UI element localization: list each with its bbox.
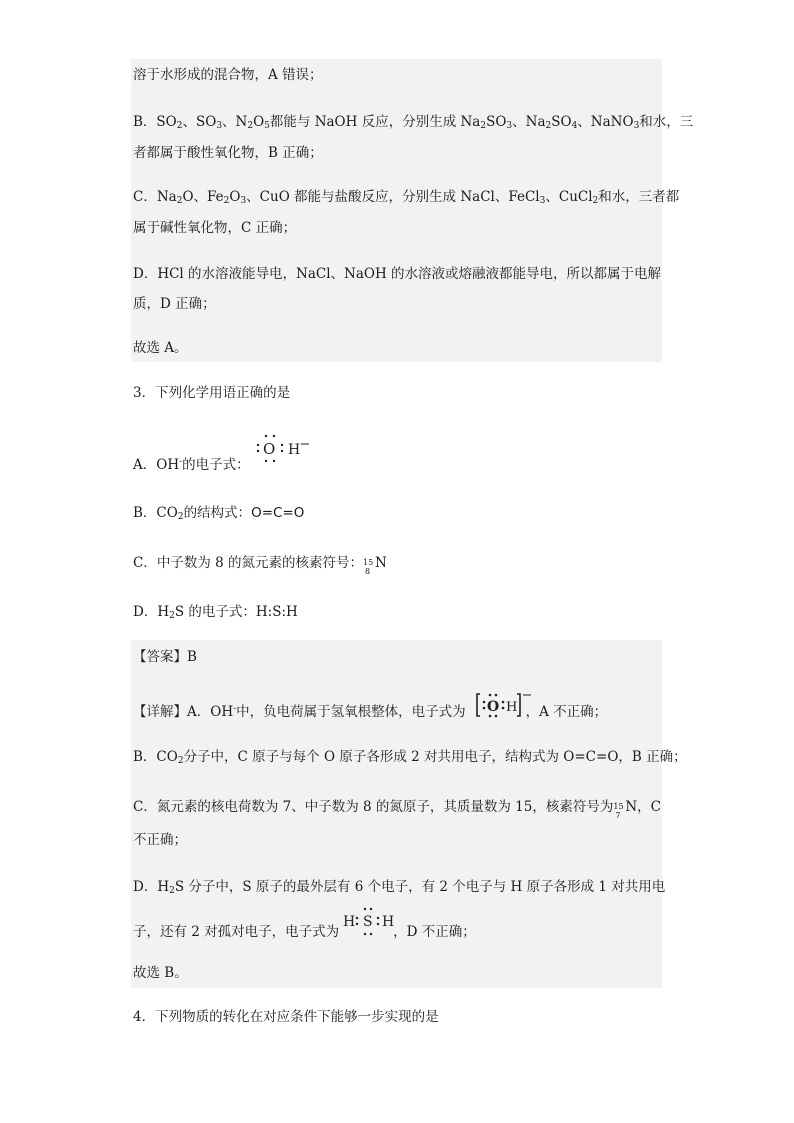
hydroxide-ion-electron-formula-figure — [475, 690, 533, 720]
question-title: 4．下列物质的转化在对应条件下能够一步实现的是 — [133, 1009, 439, 1025]
nuclide-symbol: 15 8 — [363, 557, 374, 576]
svg-text:H: H — [343, 914, 356, 930]
solution-block-top — [131, 59, 662, 362]
oh-electron-formula-figure — [252, 432, 314, 464]
text-line: 溶于水形成的混合物，A 错误； — [133, 67, 323, 83]
conclusion: 故选 B。 — [133, 965, 188, 981]
option-a: A．OH-的电子式： — [133, 457, 250, 473]
option-b-explanation: B．$SO_2$、$SO_3$、$N_2O_5$都能与 NaOH 反应，分别生成 $Na_2SO_3$、$Na_2SO_4$、NaNO$_3$和水，三 — [133, 114, 694, 131]
detail-d-cont: 子，还有 2 对孤对电子，电子式为 ，D 不正确； — [133, 924, 476, 940]
option-d: D．$H_2S$ 的电子式：H:S:H — [133, 604, 298, 621]
svg-text:O: O — [263, 440, 276, 458]
svg-text:O: O — [487, 699, 500, 715]
text-line: 质，D 正确； — [133, 296, 216, 312]
svg-text:H: H — [506, 700, 518, 715]
text-line: 者都属于酸性氧化物，B 正确； — [133, 145, 323, 161]
question-title: 3．下列化学用语正确的是 — [133, 385, 291, 401]
detail-b: B．$CO_2$分子中，C 原子与每个 O 原子各形成 2 对共用电子，结构式为 O=C=O，B 正确； — [133, 749, 687, 766]
option-c: C．中子数为 8 的氮元素的核素符号： 15 8 N — [133, 555, 387, 576]
option-c-explanation: C．$Na_2O$、$Fe_2O_3$、CuO 都能与盐酸反应，分别生成 NaCl、FeCl$_3$、CuCl$_2$和水，三者都 — [133, 189, 680, 206]
detail-a: 【详解】A．OH-中，负电荷属于氢氧根整体，电子式为 ，A 不正确； — [133, 704, 608, 720]
detail-c: C．氮元素的核电荷数为 7、中子数为 8 的氮原子，其质量数为 15，核素符号为 15 7 N，C — [133, 799, 662, 820]
option-d-explanation: D．HCl 的水溶液能导电，NaCl、NaOH 的水溶液或熔融液都能导电，所以都属于电解 — [133, 266, 662, 282]
svg-text:H: H — [382, 914, 395, 930]
answer-label: 【答案】B — [133, 649, 197, 665]
h2s-electron-formula-figure — [342, 905, 396, 937]
svg-text:S: S — [363, 914, 373, 930]
conclusion: 故选 A。 — [133, 340, 188, 356]
svg-text:H: H — [288, 442, 301, 458]
detail-d: D．$H_2S$ 分子中，S 原子的最外层有 6 个电子，有 2 个电子与 H 原子各形成 1 对共用电 — [133, 879, 666, 896]
option-b: B．$CO_2$的结构式：O=C=O — [133, 505, 305, 522]
nuclide-symbol-answer: 15 7 — [613, 801, 624, 820]
text-line: 属于碱性氧化物，C 正确； — [133, 220, 297, 236]
text-line: 不正确； — [133, 832, 187, 848]
